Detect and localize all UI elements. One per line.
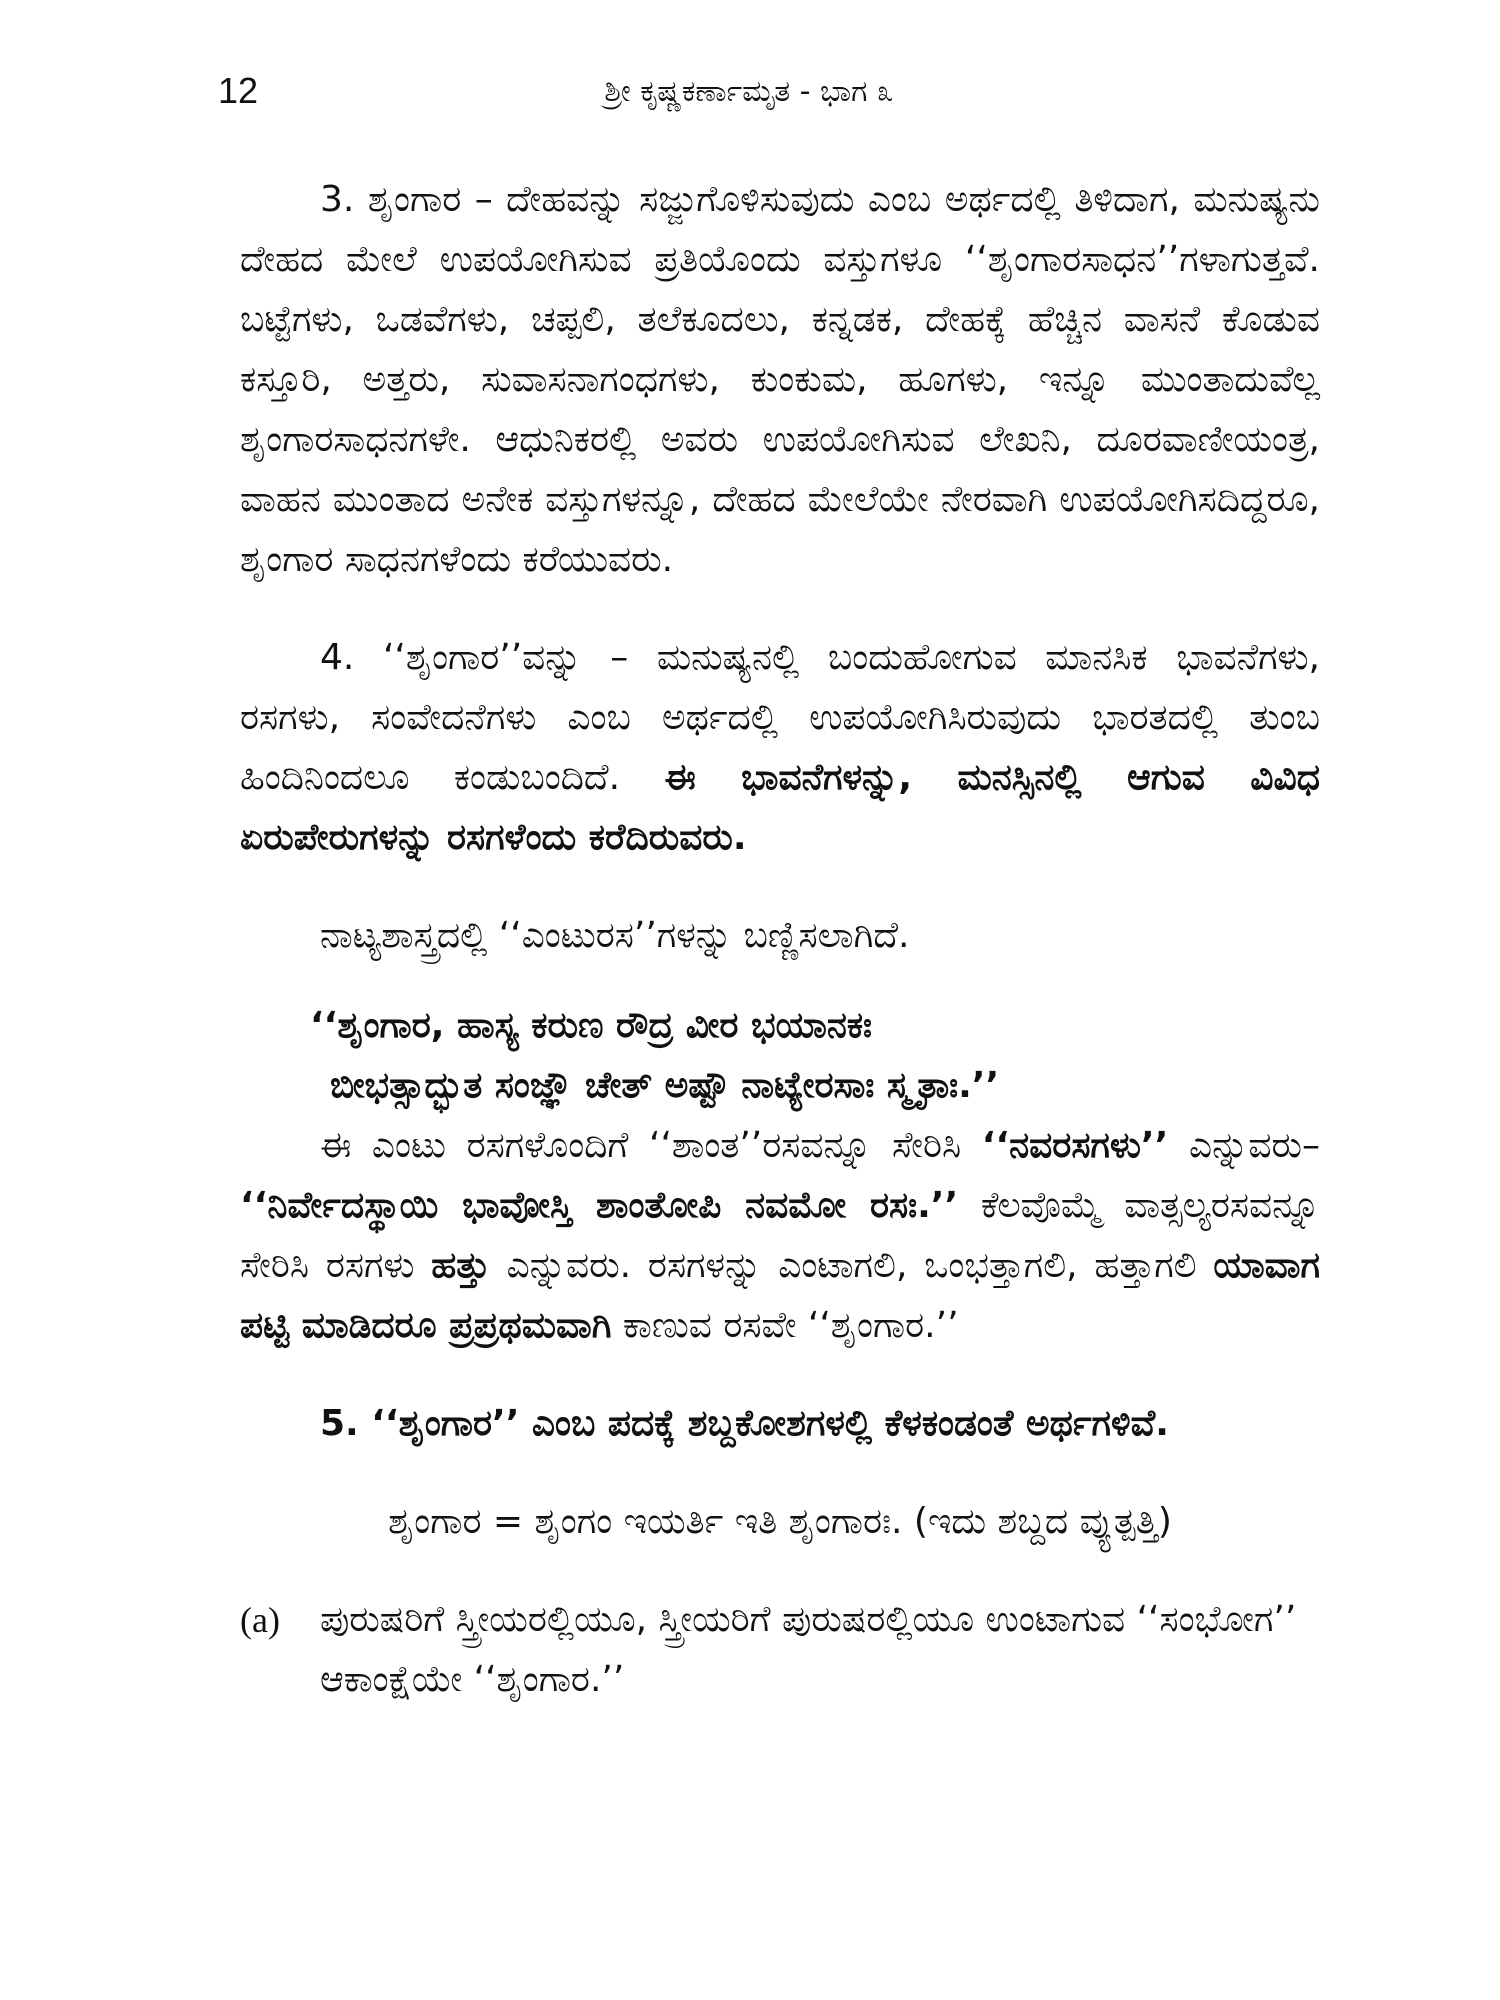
navarasa-ten: ಹತ್ತು	[431, 1245, 490, 1286]
list-item-text: ಪುರುಷರಿಗೆ ಸ್ತ್ರೀಯರಲ್ಲಿಯೂ, ಸ್ತ್ರೀಯರಿಗೆ ಪುರುಷರಲ್ಲಿಯೂ ಉಂಟಾಗುವ ‘‘ಸಂಭೋಗ’’ ಆಕಾಂಕ್ಷೆಯೇ ‘‘ಶೃಂಗಾರ.’’	[320, 1599, 1297, 1700]
list-item-a	[240, 1590, 1320, 1710]
definition-line: ಶೃಂಗಾರ = ಶೃಂಗಂ ಇಯರ್ತಿ ಇತಿ ಶೃಂಗಾರಃ. (ಇದು ಶಬ್ದದ ವ್ಯುತ್ಪತ್ತಿ)	[388, 1501, 1172, 1542]
navarasa-part-4: ಎನ್ನುವರು. ರಸಗಳನ್ನು ಎಂಟಾಗಲಿ, ಒಂಭತ್ತಾಗಲಿ, ಹತ್ತಾಗಲಿ	[506, 1245, 1197, 1286]
page-header	[218, 60, 1280, 120]
paragraph-5: 5. ‘‘ಶೃಂಗಾರ’’ ಎಂಬ ಪದಕ್ಕೆ ಶಬ್ದಕೋಶಗಳಲ್ಲಿ ಕೆಳಕಂಡಂತೆ ಅರ್ಥಗಳಿವೆ.	[320, 1403, 1169, 1444]
paragraph-4-intro: 4. ‘‘ಶೃಂಗಾರ’’ವನ್ನು – ಮನುಷ್ಯನಲ್ಲಿ ಬಂದುಹೋಗುವ ಮಾನಸಿಕ ಭಾವನೆಗಳು, ರಸಗಳು, ಸಂವೇದನೆಗಳು ಎಂಬ ಅರ್ಥದಲ್ಲಿ ಉಪಯೋಗಿಸಿರುವುದು ಭಾರತದಲ್ಲಿ ತುಂಬ ಹಿಂದಿನಿಂದಲೂ ಕಂಡುಬಂದಿದೆ.	[240, 637, 1320, 798]
sanskrit-verse	[240, 996, 1320, 1116]
paragraph-3: 3. ಶೃಂಗಾರ – ದೇಹವನ್ನು ಸಜ್ಜುಗೊಳಿಸುವುದು ಎಂಬ ಅರ್ಥದಲ್ಲಿ ತಿಳಿದಾಗ, ಮನುಷ್ಯನು ದೇಹದ ಮೇಲೆ ಉಪಯೋಗಿಸುವ ಪ್ರತಿಯೊಂದು ವಸ್ತುಗಳೂ ‘‘ಶೃಂಗಾರಸಾಧನ’’ಗಳಾಗುತ್ತವೆ. ಬಟ್ಟೆಗಳು, ಒಡವೆಗಳು, ಚಪ್ಪಲಿ, ತಲೆಕೂದಲು, ಕನ್ನಡಕ, ದೇಹಕ್ಕೆ ಹೆಚ್ಚಿನ ವಾಸನೆ ಕೊಡುವ ಕಸ್ತೂರಿ, ಅತ್ತರು, ಸುವಾಸನಾಗಂಧಗಳು, ಕುಂಕುಮ, ಹೂಗಳು, ಇನ್ನೂ ಮುಂತಾದುವೆಲ್ಲ ಶೃಂಗಾರಸಾಧನಗಳೇ. ಆಧುನಿಕರಲ್ಲಿ ಅವರು ಉಪಯೋಗಿಸುವ ಲೇಖನಿ, ದೂರವಾಣೀಯಂತ್ರ, ವಾಹನ ಮುಂತಾದ ಅನೇಕ ವಸ್ತುಗಳನ್ನೂ, ದೇಹದ ಮೇಲೆಯೇ ನೇರವಾಗಿ ಉಪಯೋಗಿಸದಿದ್ದರೂ, ಶೃಂಗಾರ ಸಾಧನಗಳೆಂದು ಕರೆಯುವರು.	[240, 179, 1320, 580]
page-body	[240, 170, 1320, 1710]
running-head: ಶ್ರೀ ಕೃಷ್ಣಕರ್ಣಾಮೃತ - ಭಾಗ ೩	[604, 74, 894, 109]
navarasa-quote: ‘‘ನಿರ್ವೇದಸ್ಥಾಯಿ ಭಾವೋಸ್ತಿ ಶಾಂತೋಪಿ ನವಮೋ ರಸಃ.’’	[240, 1185, 959, 1226]
verse-line-1: ‘‘ಶೃಂಗಾರ, ಹಾಸ್ಯ ಕರುಣ ರೌದ್ರ ವೀರ ಭಯಾನಕಃ	[310, 1005, 873, 1046]
paragraph-4-emphasis: ಈ ಭಾವನೆಗಳನ್ನು, ಮನಸ್ಸಿನಲ್ಲಿ ಆಗುವ ವಿವಿಧ ಏರುಪೇರುಗಳನ್ನು ರಸಗಳೆಂದು ಕರೆದಿರುವರು.	[240, 757, 1320, 858]
paragraph-navarasa	[240, 1116, 1320, 1356]
list-item-label: (a)	[240, 1600, 280, 1640]
paragraph-4	[240, 628, 1320, 868]
navarasa-part-5: ಕಾಣುವ ರಸವೇ ‘‘ಶೃಂಗಾರ.’’	[622, 1305, 959, 1346]
navarasa-emphasis: ಯಾವಾಗ ಪಟ್ಟಿ ಮಾಡಿದರೂ ಪ್ರಪ್ರಥಮವಾಗಿ	[240, 1245, 1320, 1346]
navarasa-part-2: ಎನ್ನುವರು–	[1188, 1125, 1320, 1166]
navarasa-part-3: ಕೆಲವೊಮ್ಮೆ ವಾತ್ಸಲ್ಯರಸವನ್ನೂ ಸೇರಿಸಿ ರಸಗಳು	[240, 1185, 1320, 1286]
verse-line-2: ಬೀಭತ್ಸಾದ್ಭುತ ಸಂಜ್ಞೌ ಚೇತ್ ಅಷ್ಟೌ ನಾಟ್ಯೇರಸಾಃ ಸ್ಮೃತಾಃ.’’	[330, 1065, 1000, 1106]
navarasa-part-1: ಈ ಎಂಟು ರಸಗಳೊಂದಿಗೆ ‘‘ಶಾಂತ’’ರಸವನ್ನೂ ಸೇರಿಸಿ	[320, 1125, 962, 1166]
natyashastra-line: ನಾಟ್ಯಶಾಸ್ತ್ರದಲ್ಲಿ ‘‘ಎಂಟುರಸ’’ಗಳನ್ನು ಬಣ್ಣಿಸಲಾಗಿದೆ.	[320, 915, 910, 956]
navarasa-term: ‘‘ನವರಸಗಳು’’	[981, 1125, 1169, 1166]
page-number: 12	[218, 70, 259, 111]
